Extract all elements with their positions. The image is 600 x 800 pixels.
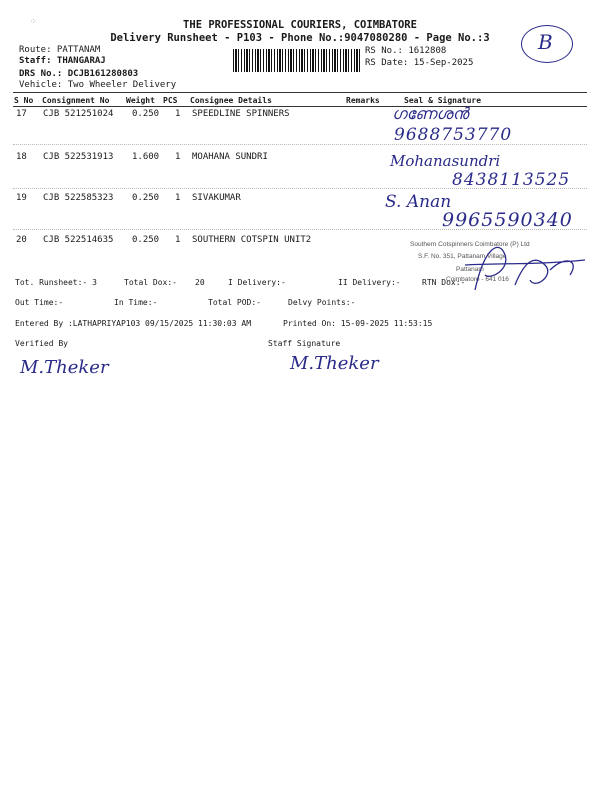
drs-number: DRS No.: DCJB161280803 xyxy=(19,69,139,79)
row-sno: 18 xyxy=(16,152,27,162)
row-consignment: CJB 522531913 xyxy=(43,152,114,162)
stamp-line-1: Southern Cotspinners Coimbatore (P) Ltd xyxy=(410,241,530,248)
col-sno: S No xyxy=(14,96,34,105)
header-rule-bottom xyxy=(13,106,587,107)
stamp-line-3: Pattanam xyxy=(456,266,484,273)
delvy-points: Delvy Points:- xyxy=(288,298,356,307)
verified-by-label: Verified By xyxy=(15,339,68,348)
printed-on: Printed On: 15-09-2025 11:53:15 xyxy=(283,319,433,328)
row-consignment: CJB 522514635 xyxy=(43,235,114,245)
header-rule-top xyxy=(13,92,587,93)
stamp-line-4: Coimbatore - 641 016 xyxy=(446,276,509,283)
signature-name-19: S. Anan xyxy=(385,192,452,212)
vehicle: Vehicle: Two Wheeler Delivery xyxy=(19,80,177,90)
runsheet-subtitle: Delivery Runsheet - P103 - Phone No.:9047080280 - Page No.:3 xyxy=(110,32,490,44)
ii-delivery: II Delivery:- xyxy=(338,278,401,287)
row-sno: 17 xyxy=(16,109,27,119)
col-weight: Weight xyxy=(126,96,155,105)
row-divider xyxy=(13,188,587,189)
rtn-dox: RTN Dox:- xyxy=(422,278,466,287)
col-consignee: Consignee Details xyxy=(190,96,272,105)
entered-by: Entered By :LATHAPRIYAP103 09/15/2025 11:30:03 AM xyxy=(15,319,252,328)
col-consignment: Consignment No xyxy=(42,96,110,105)
row-consignment: CJB 521251024 xyxy=(43,109,114,119)
rs-date: RS Date: 15-Sep-2025 xyxy=(365,58,474,68)
row-consignment: CJB 522585323 xyxy=(43,193,114,203)
staff-signature-label: Staff Signature xyxy=(268,339,341,348)
barcode xyxy=(233,49,361,72)
staff-signature: M.Theker xyxy=(290,353,379,374)
row-sno: 20 xyxy=(16,235,27,245)
row-pcs: 1 xyxy=(175,109,181,119)
row-weight: 0.250 xyxy=(132,235,160,245)
in-time: In Time:- xyxy=(114,298,158,307)
total-dox-value: 20 xyxy=(195,278,205,287)
rs-number: RS No.: 1612808 xyxy=(365,46,447,56)
row-pcs: 1 xyxy=(175,152,181,162)
signature-name-17: ഗണേശൻ xyxy=(392,104,469,123)
row-weight: 1.600 xyxy=(132,152,160,162)
total-dox-label: Total Dox:- xyxy=(124,278,177,287)
stamp-signature xyxy=(455,235,590,300)
row-consignee: SOUTHERN COTSPIN UNIT2 xyxy=(192,235,312,245)
staff: Staff: THANGARAJ xyxy=(19,56,106,66)
tot-runsheet: Tot. Runsheet:- 3 xyxy=(15,278,97,287)
total-pod: Total POD:- xyxy=(208,298,261,307)
verified-signature: M.Theker xyxy=(20,357,109,378)
row-weight: 0.250 xyxy=(132,109,160,119)
row-divider xyxy=(13,144,587,145)
out-time: Out Time:- xyxy=(15,298,64,307)
i-delivery: I Delivery:- xyxy=(228,278,286,287)
signature-phone-17: 9688753770 xyxy=(394,125,513,145)
row-divider xyxy=(13,229,587,230)
signature-name-18: Mohanasundri xyxy=(390,152,501,170)
company-title: THE PROFESSIONAL COURIERS, COIMBATORE xyxy=(183,19,417,31)
col-remarks: Remarks xyxy=(346,96,380,105)
row-weight: 0.250 xyxy=(132,193,160,203)
col-seal-signature: Seal & Signature xyxy=(404,96,482,105)
route: Route: PATTANAM xyxy=(19,45,101,55)
stamp-line-2: S.F. No. 351, Pattanam Village xyxy=(418,253,507,260)
row-pcs: 1 xyxy=(175,235,181,245)
col-pcs: PCS xyxy=(163,96,178,105)
page-mark: B xyxy=(538,30,553,54)
row-pcs: 1 xyxy=(175,193,181,203)
row-consignee: MOAHANA SUNDRI xyxy=(192,152,268,162)
row-sno: 19 xyxy=(16,193,27,203)
signature-phone-19: 9965590340 xyxy=(442,209,573,231)
signature-phone-18: 8438113525 xyxy=(452,170,571,190)
row-consignee: SPEEDLINE SPINNERS xyxy=(192,109,290,119)
scan-mark: ⁘ xyxy=(30,17,37,26)
row-consignee: SIVAKUMAR xyxy=(192,193,241,203)
